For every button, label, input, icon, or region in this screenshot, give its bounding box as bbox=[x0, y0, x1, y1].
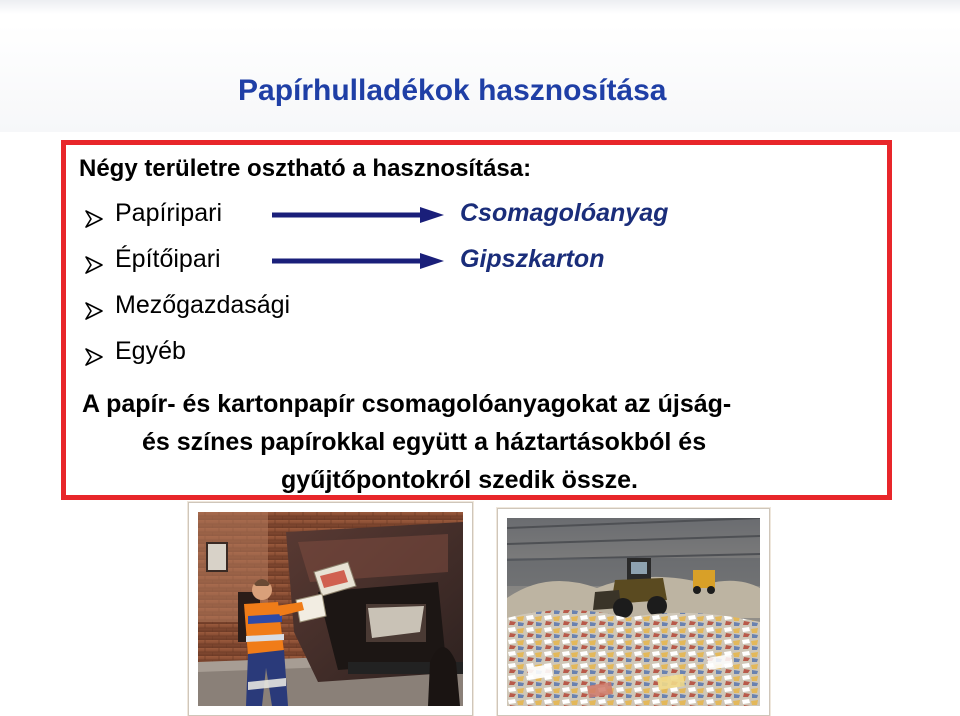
header-band bbox=[0, 0, 960, 132]
paper-waste-sorting-hall-photo bbox=[507, 518, 760, 706]
header-shade bbox=[0, 0, 960, 14]
bullet-label: Papíripari bbox=[115, 199, 222, 227]
right-arrow-icon bbox=[272, 205, 444, 225]
arrowhead-bullet-icon bbox=[84, 209, 104, 229]
right-arrow-icon bbox=[272, 251, 444, 271]
content-frame bbox=[61, 140, 892, 500]
bullet-label: Egyéb bbox=[115, 337, 186, 365]
bullet-label: Építőipari bbox=[115, 245, 221, 273]
bullet-target: Csomagolóanyag bbox=[460, 199, 669, 227]
intro-heading: Négy területre osztható a hasznosítása: bbox=[79, 155, 532, 182]
slide-title: Papírhulladékok hasznosítása bbox=[238, 74, 667, 107]
bullet-item-papiripari bbox=[84, 197, 864, 237]
worker-loading-garbage-truck-photo bbox=[198, 512, 463, 706]
bullet-item-mezogazdasagi bbox=[84, 289, 864, 329]
photo-frame-left bbox=[188, 502, 473, 716]
arrowhead-bullet-icon bbox=[84, 255, 104, 275]
photo-frame-right bbox=[497, 508, 770, 716]
arrowhead-bullet-icon bbox=[84, 301, 104, 321]
bullet-item-epitoipari bbox=[84, 243, 864, 283]
summary-paragraph bbox=[66, 385, 887, 499]
summary-line: A papír- és kartonpapír csomagolóanyagokat az újság- bbox=[82, 390, 732, 418]
bullet-target: Gipszkarton bbox=[460, 245, 605, 273]
summary-line: gyűjtőpontokról szedik össze. bbox=[281, 466, 638, 494]
arrowhead-bullet-icon bbox=[84, 347, 104, 367]
bullet-label: Mezőgazdasági bbox=[115, 291, 291, 319]
bullet-item-egyeb bbox=[84, 335, 864, 375]
summary-line: és színes papírokkal együtt a háztartásokból és bbox=[142, 428, 707, 456]
